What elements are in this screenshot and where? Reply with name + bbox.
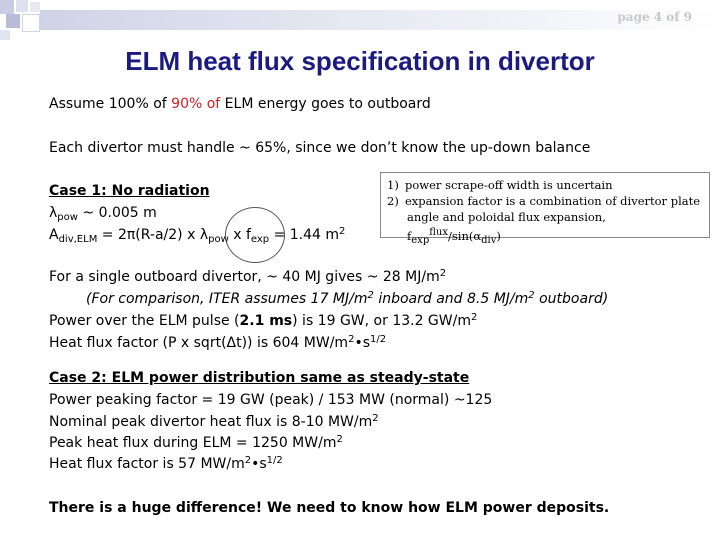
page-number: page 4 of 9 [617,10,692,24]
outboard-line-4: Heat flux factor (P x sqrt(Δt)) is 604 $MW/m^2•s^{1/2}$ [49,334,387,351]
case1-heading: Case 1: No radiation [49,183,210,199]
case2-line-2: Nominal peak divertor heat flux is 8-10 $MW/m^2$ [49,413,379,430]
annotation-circle [225,207,285,263]
header-square-decoration [22,14,40,32]
header-square-decoration [0,0,14,14]
assume-line: Assume 100% of 90% of ELM energy goes to outboard [49,96,431,112]
each-divertor-line: Each divertor must handle ~ 65%, since we don’t know the up-down balance [49,140,591,156]
slide-title: ELM heat flux specification in divertor [125,46,595,76]
case2-line-1: Power peaking factor = 19 GW (peak) / 153 MW (normal) ~125 [49,392,493,408]
header-square-decoration [16,0,28,12]
notes-box [380,172,710,246]
outboard-line-1: For a single outboard divertor, ~ 40 MJ gives ~ 28 $MJ/m^2$ [49,268,447,285]
note-item-continuation: angle and poloidal flux expansion, $f_{exp}^{flux}/\sin(\alpha_{div})$ [407,210,606,246]
outboard-line-2: (For comparison, ITER assumes 17 $MJ/m^2$ inboard and 8.5 $MJ/m^2$ outboard) [86,290,609,307]
note-item: 2) expansion factor is a combination of divertor plate [387,194,701,208]
case2-line-3: Peak heat flux during ELM = 1250 $MW/m^2$ [49,434,343,451]
highlight-text: 90% of [171,96,221,112]
case2-line-4: Heat flux factor is 57 $MW/m^2•s^{1/2}$ [49,455,283,472]
case1-lambda-line: $\lambda_{pow}$ ~ 0.005 m [49,205,157,223]
case2-heading: Case 2: ELM power distribution same as steady-state [49,370,470,386]
outboard-line-3: Power over the ELM pulse (2.1 ms) is 19 GW, or 13.2 $GW/m^2$ [49,312,478,329]
case1-area-line: $A_{div,ELM} = 2\pi(R-a/2)$ x $\lambda_{pow}$ x $f_{exp} = 1.44$ $m^2$ [49,226,346,245]
header-square-decoration [0,30,10,40]
note-item: 1) power scrape-off width is uncertain [387,178,613,192]
header-square-decoration [30,2,40,12]
header-square-decoration [6,14,20,28]
conclusion-text: There is a huge difference! We need to know how ELM power deposits. [49,500,610,516]
